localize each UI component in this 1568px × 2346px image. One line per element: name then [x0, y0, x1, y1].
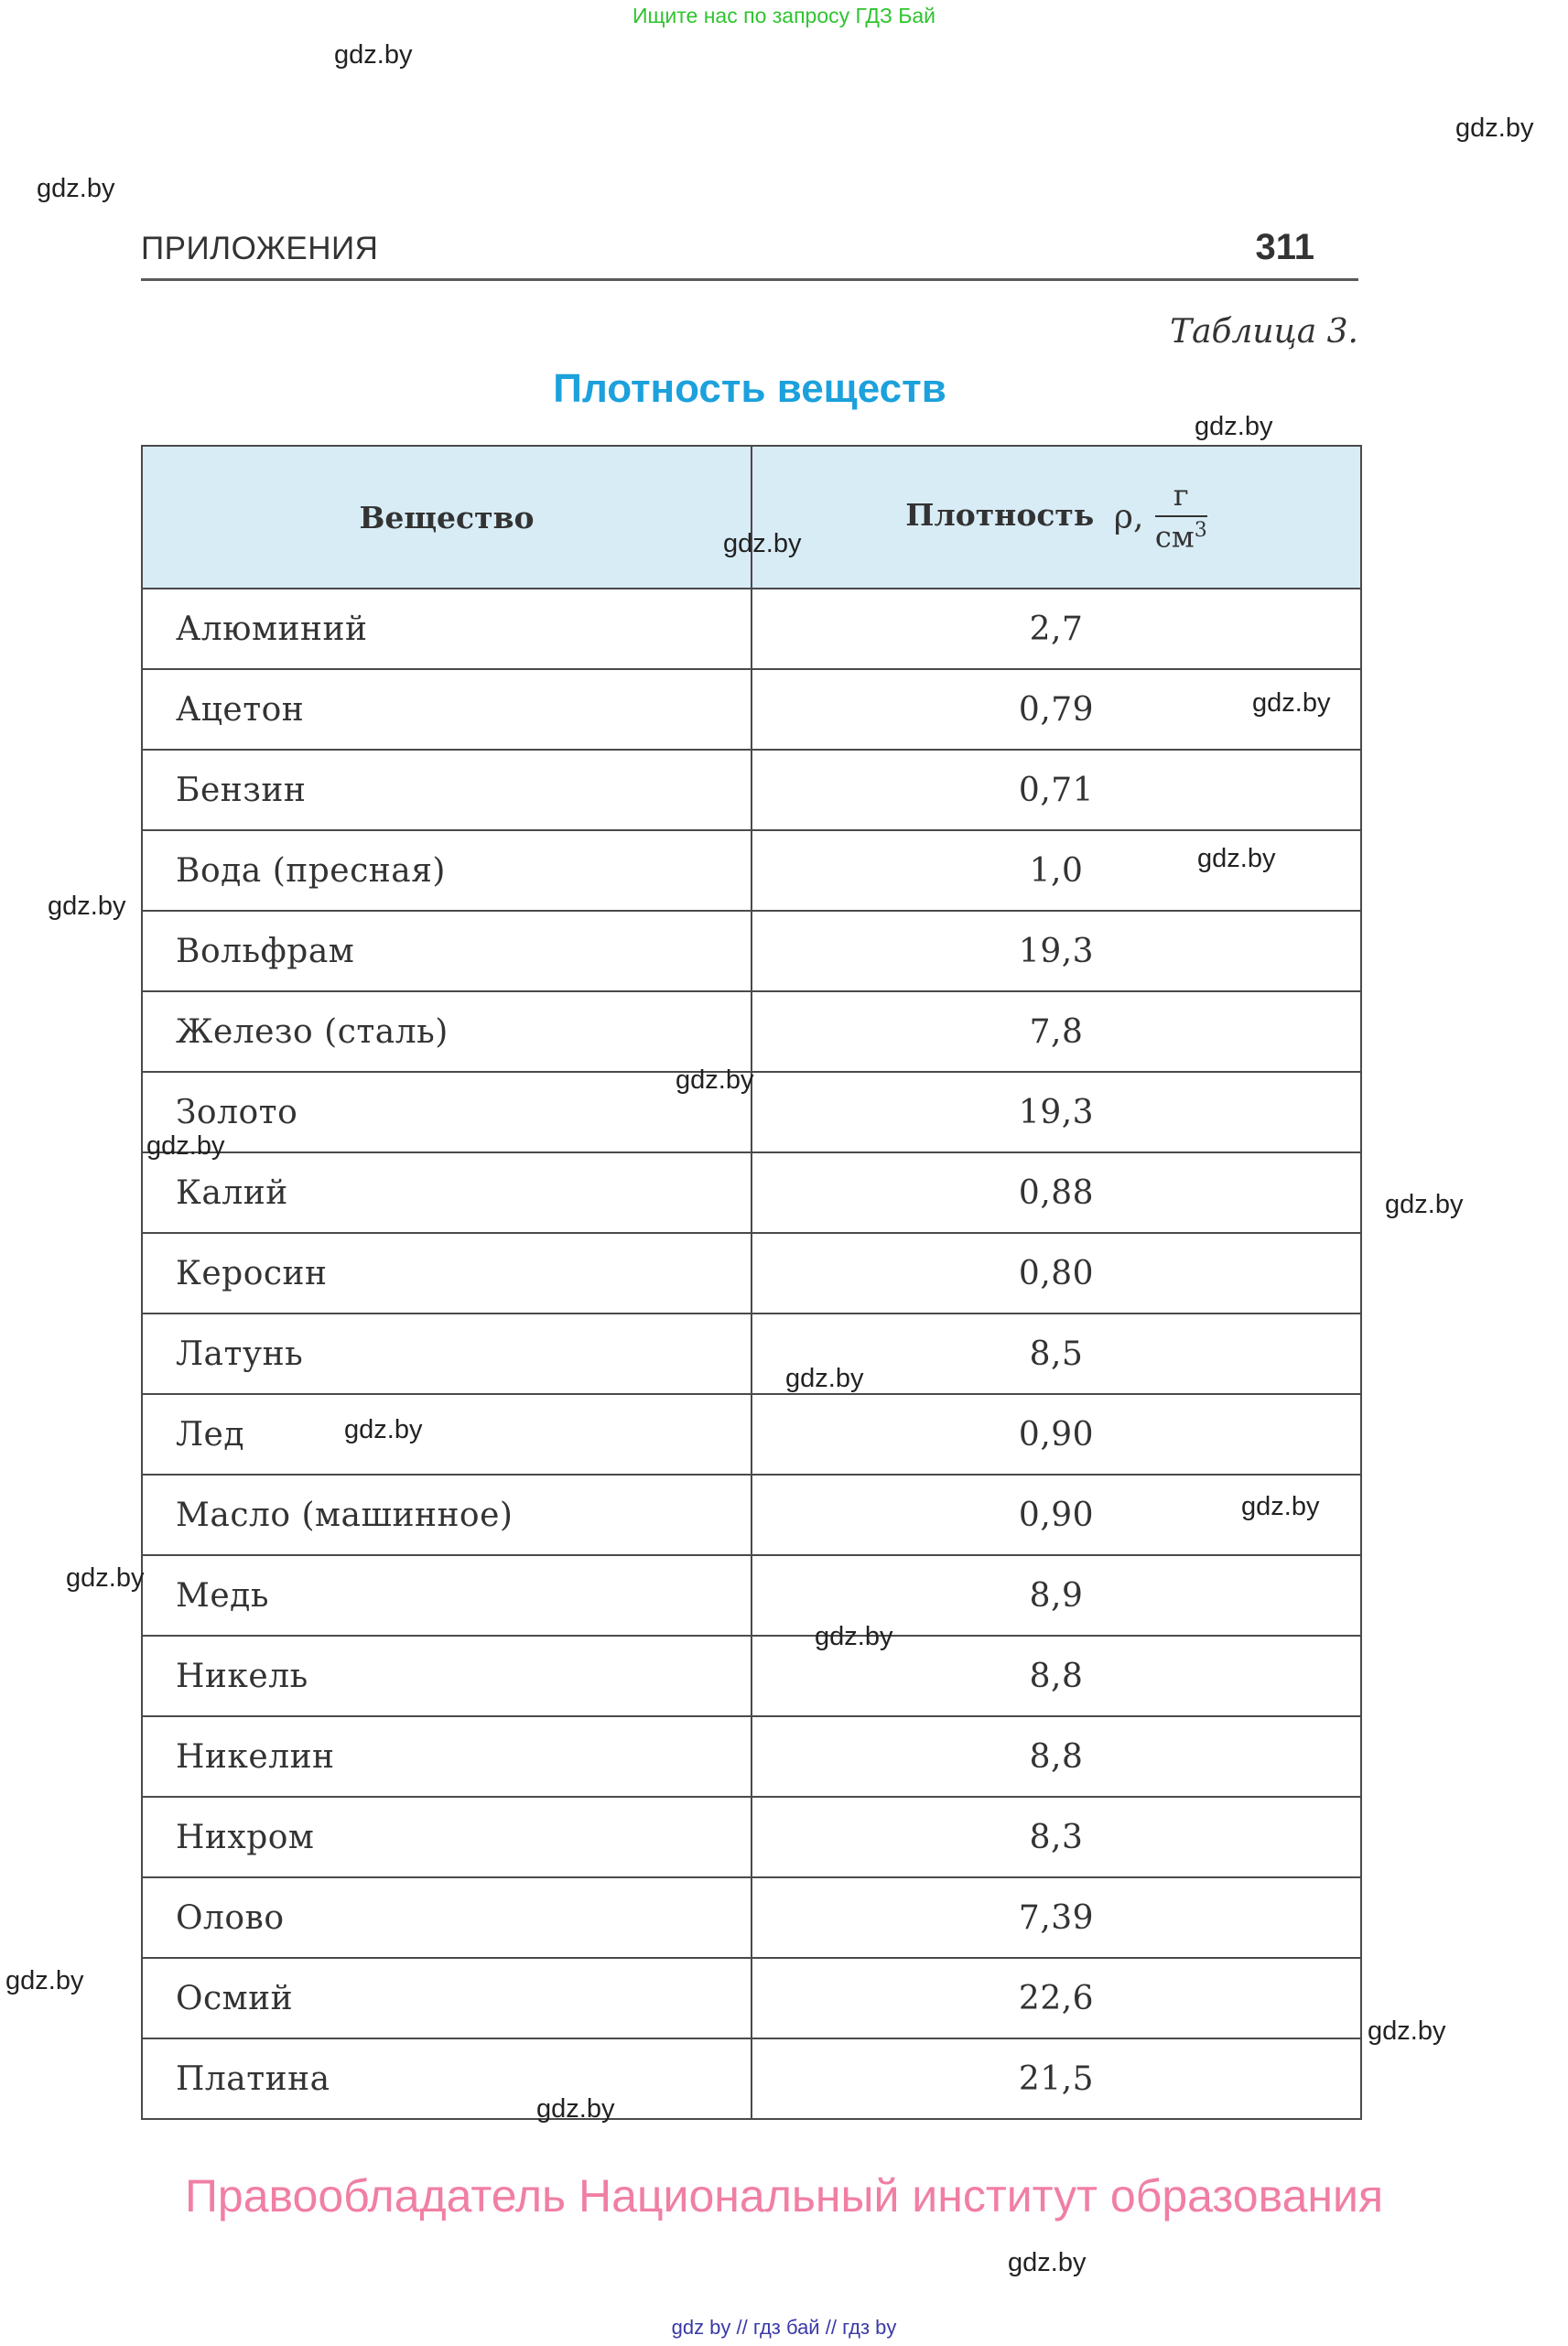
density-value: 19,3	[752, 911, 1361, 991]
unit-denominator: см	[1154, 519, 1195, 555]
density-value: 0,90	[752, 1475, 1361, 1555]
table-row	[142, 991, 1361, 1072]
substance-name: Золото	[142, 1072, 752, 1152]
watermark: gdz.by	[1195, 412, 1273, 441]
watermark: gdz.by	[5, 1966, 84, 1995]
density-value: 7,8	[752, 991, 1361, 1072]
watermark: gdz.by	[723, 529, 802, 558]
header-density-label: Плотность	[905, 497, 1095, 533]
table-row	[142, 1233, 1361, 1314]
table-row	[142, 830, 1361, 911]
footer-separator-2: //	[825, 2316, 837, 2339]
table-row	[142, 2038, 1361, 2119]
density-value: 8,8	[752, 1636, 1361, 1716]
density-value: 0,80	[752, 1233, 1361, 1314]
table-row	[142, 1152, 1361, 1233]
substance-name: Платина	[142, 2038, 752, 2119]
table-row	[142, 1797, 1361, 1877]
table-body	[142, 589, 1361, 2119]
table-row	[142, 1958, 1361, 2038]
density-unit	[1113, 477, 1207, 555]
substance-name: Медь	[142, 1555, 752, 1636]
watermark: gdz.by	[344, 1415, 423, 1444]
table-row	[142, 1314, 1361, 1394]
substance-name: Олово	[142, 1877, 752, 1958]
substance-name: Бензин	[142, 750, 752, 830]
density-value: 8,5	[752, 1314, 1361, 1394]
substance-name: Латунь	[142, 1314, 752, 1394]
table-title: Плотность веществ	[553, 366, 946, 411]
table-row	[142, 669, 1361, 750]
watermark: gdz.by	[146, 1131, 225, 1161]
substance-name: Никель	[142, 1636, 752, 1716]
density-value: 8,9	[752, 1555, 1361, 1636]
density-value: 22,6	[752, 1958, 1361, 2038]
table-header-row	[142, 446, 1361, 589]
substance-name: Ацетон	[142, 669, 752, 750]
table-row	[142, 1877, 1361, 1958]
density-value: 0,79	[752, 669, 1361, 750]
watermark: gdz.by	[1368, 2016, 1446, 2046]
substance-name: Железо (сталь)	[142, 991, 752, 1072]
header-substance-label: Вещество	[359, 499, 535, 535]
substance-name: Осмий	[142, 1958, 752, 2038]
substance-name: Алюминий	[142, 589, 752, 669]
watermark: gdz.by	[1008, 2248, 1087, 2277]
page-header	[141, 220, 1358, 281]
substance-name: Никелин	[142, 1716, 752, 1797]
footer-links	[0, 2316, 1568, 2340]
watermark: gdz.by	[334, 40, 413, 70]
watermark: gdz.by	[676, 1065, 754, 1095]
substance-name: Масло (машинное)	[142, 1475, 752, 1555]
table-row	[142, 911, 1361, 991]
substance-name: Керосин	[142, 1233, 752, 1314]
footer-link-1[interactable]: gdz by	[671, 2316, 731, 2339]
table-row	[142, 589, 1361, 669]
substance-name: Нихром	[142, 1797, 752, 1877]
footer-separator-1: //	[736, 2316, 748, 2339]
table-row	[142, 1555, 1361, 1636]
watermark: gdz.by	[815, 1622, 893, 1651]
unit-denominator-wrap	[1155, 517, 1207, 555]
section-title: ПРИЛОЖЕНИЯ	[141, 231, 379, 266]
substance-name: Лед	[142, 1394, 752, 1475]
watermark: gdz.by	[66, 1563, 145, 1593]
table-row	[142, 1394, 1361, 1475]
unit-exponent: 3	[1194, 519, 1207, 543]
watermark: gdz.by	[1385, 1190, 1464, 1219]
watermark: gdz.by	[1241, 1492, 1320, 1521]
page-number: 311	[1255, 227, 1314, 267]
density-value: 0,90	[752, 1394, 1361, 1475]
density-value: 8,8	[752, 1716, 1361, 1797]
watermark: gdz.by	[1197, 844, 1276, 873]
watermark: gdz.by	[785, 1364, 864, 1393]
density-table	[141, 445, 1362, 2120]
table-row	[142, 1636, 1361, 1716]
substance-name: Калий	[142, 1152, 752, 1233]
watermark: gdz.by	[1252, 688, 1331, 718]
substance-name: Вода (пресная)	[142, 830, 752, 911]
table-row	[142, 750, 1361, 830]
watermark: gdz.by	[1455, 114, 1534, 143]
density-value: 19,3	[752, 1072, 1361, 1152]
density-value: 21,5	[752, 2038, 1361, 2119]
density-value: 7,39	[752, 1877, 1361, 1958]
density-value: 0,71	[752, 750, 1361, 830]
table-row	[142, 1716, 1361, 1797]
table-caption: Таблица 3.	[1170, 313, 1358, 351]
top-banner[interactable]: Ищите нас по запросу ГДЗ Бай	[632, 4, 936, 27]
footer-link-2[interactable]: гдз бай	[752, 2316, 820, 2339]
footer-link-3[interactable]: гдз by	[842, 2316, 897, 2339]
header-density	[752, 446, 1361, 589]
substance-name: Вольфрам	[142, 911, 752, 991]
density-value: 0,88	[752, 1152, 1361, 1233]
unit-numerator: г	[1155, 480, 1207, 517]
copyright-notice: Правообладатель Национальный институт образования	[184, 2170, 1384, 2222]
header-substance	[142, 446, 752, 589]
density-value: 8,3	[752, 1797, 1361, 1877]
watermark: gdz.by	[37, 174, 115, 203]
density-value: 2,7	[752, 589, 1361, 669]
unit-fraction	[1154, 477, 1207, 555]
table-row	[142, 1475, 1361, 1555]
density-value: 1,0	[752, 830, 1361, 911]
watermark: gdz.by	[48, 892, 126, 921]
watermark: gdz.by	[536, 2094, 615, 2124]
rho-symbol: ρ,	[1113, 498, 1144, 536]
